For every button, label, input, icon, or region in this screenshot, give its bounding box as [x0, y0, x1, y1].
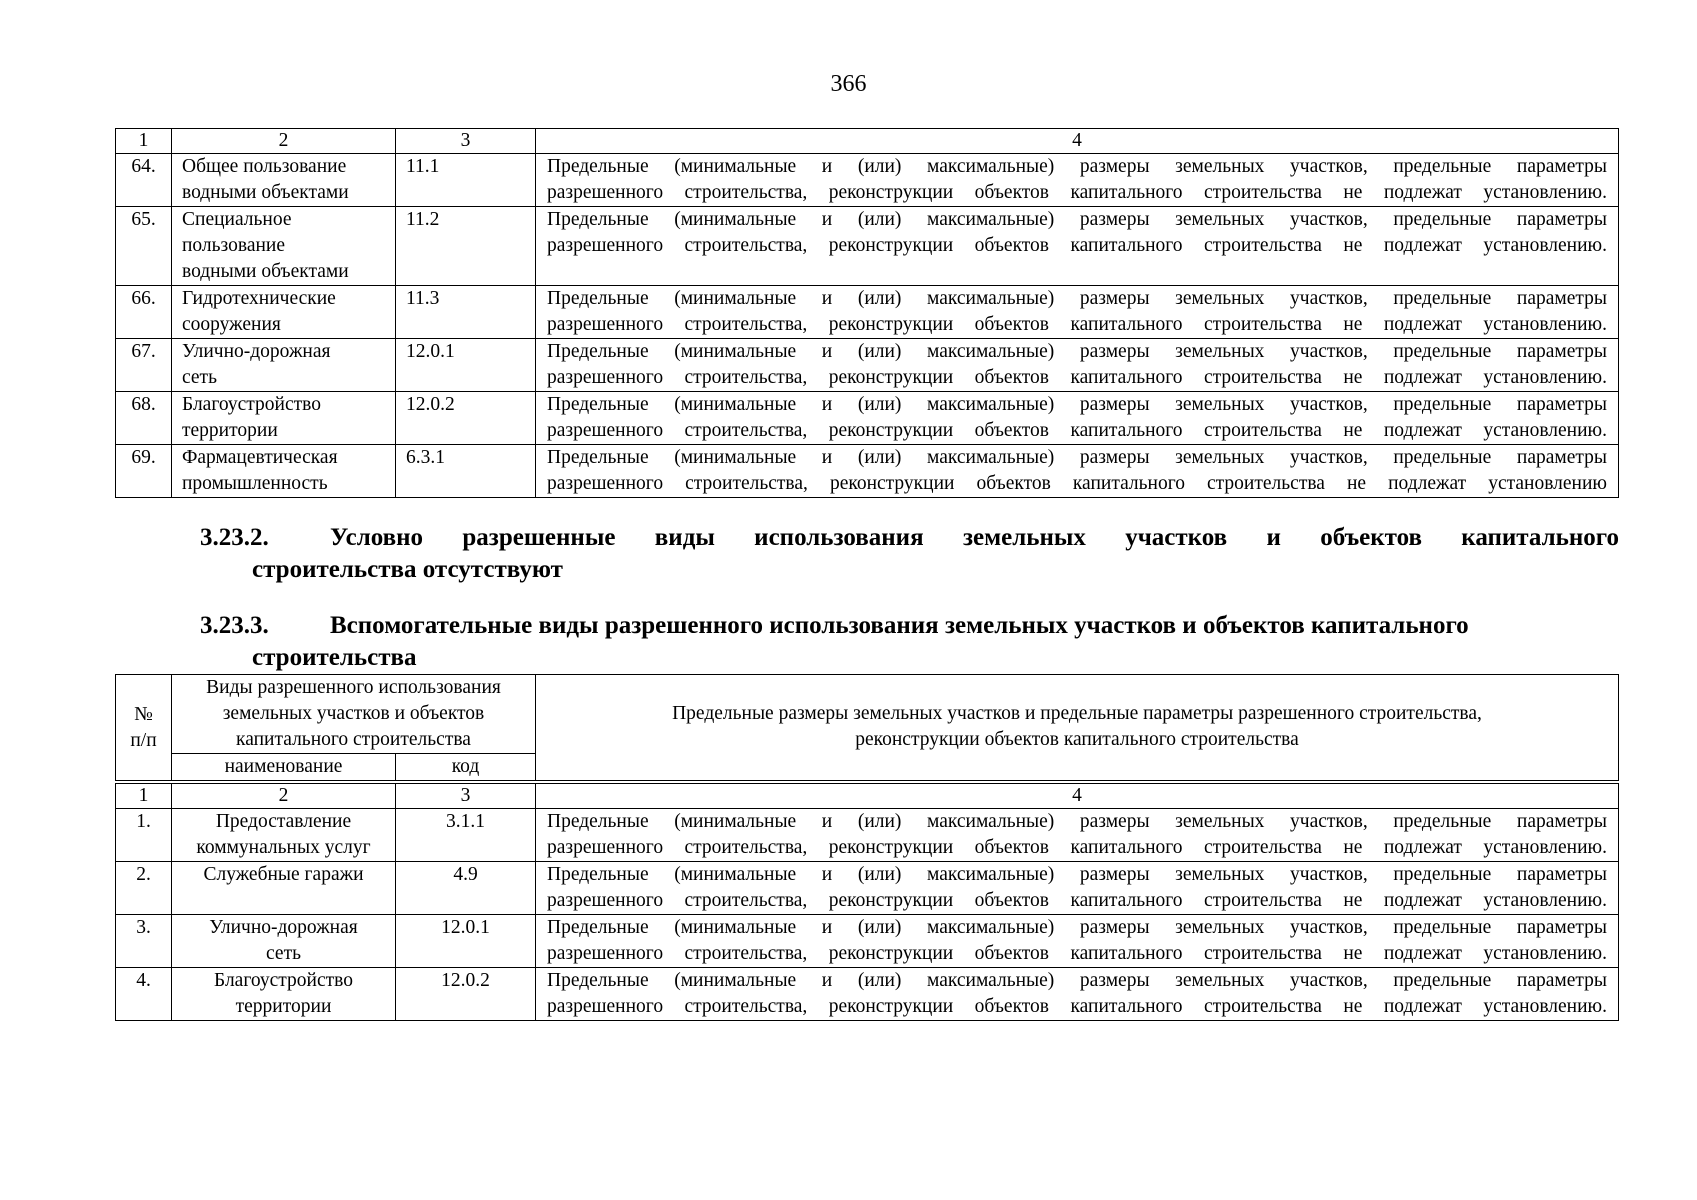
limits-text — [536, 154, 1619, 207]
limits-text-line: Предельные (минимальные и (или) максимальные) размеры земельных участков, предельные параметры — [547, 917, 1607, 938]
limits-text-line: разрешенного строительства, реконструкции объектов капитального строительства не подлежат установлению. — [547, 943, 1607, 964]
table-permitted-uses-continued — [115, 128, 1619, 498]
row-number: 3. — [116, 915, 172, 968]
use-name — [172, 207, 396, 286]
use-code: 12.0.2 — [396, 968, 536, 1021]
header-types-line1: Виды разрешенного использования — [206, 677, 501, 698]
limits-text-line: разрешенного строительства, реконструкции объектов капитального строительства не подлежат установлению. — [547, 367, 1607, 388]
limits-text — [536, 207, 1619, 286]
limits-text — [536, 286, 1619, 339]
use-name-line: Улично-дорожная — [182, 341, 331, 362]
use-name-line: территории — [235, 996, 332, 1017]
limits-text-line: Предельные (минимальные и (или) максимальные) размеры земельных участков, предельные параметры — [547, 864, 1607, 885]
limits-text-line: Предельные (минимальные и (или) максимальные) размеры земельных участков, предельные параметры — [547, 156, 1607, 177]
use-name-line: сооружения — [182, 314, 281, 335]
limits-text — [536, 862, 1619, 915]
column-number: 4 — [536, 782, 1619, 809]
limits-text-line: Предельные (минимальные и (или) максимальные) размеры земельных участков, предельные параметры — [547, 341, 1607, 362]
use-name-line: Гидротехнические — [182, 288, 336, 309]
table-row — [116, 392, 1619, 445]
column-number: 3 — [396, 129, 536, 154]
limits-text — [536, 915, 1619, 968]
header-name: наименование — [172, 754, 396, 783]
table-row — [116, 286, 1619, 339]
limits-text-line: Предельные (минимальные и (или) максимальные) размеры земельных участков, предельные параметры — [547, 970, 1607, 991]
table-row — [116, 809, 1619, 862]
use-name — [172, 809, 396, 862]
header-types — [172, 675, 536, 754]
limits-text-line: разрешенного строительства, реконструкции объектов капитального строительства не подлежат установлению. — [547, 182, 1607, 203]
row-number: 64. — [116, 154, 172, 207]
section-title-line1: Условно разрешенные виды использования земельных участков и объектов капитального — [330, 524, 1619, 551]
use-name-line: водными объектами — [182, 261, 349, 282]
limits-text — [536, 445, 1619, 498]
limits-text — [536, 809, 1619, 862]
row-number: 65. — [116, 207, 172, 286]
table-row — [116, 445, 1619, 498]
header-types-line3: капитального строительства — [236, 729, 471, 750]
limits-text-line: Предельные (минимальные и (или) максимальные) размеры земельных участков, предельные параметры — [547, 288, 1607, 309]
limits-text-line: разрешенного строительства, реконструкции объектов капитального строительства не подлежат установлению — [547, 473, 1607, 494]
limits-text — [536, 392, 1619, 445]
column-number-row — [116, 129, 1619, 154]
header-no-line2: п/п — [130, 729, 157, 751]
column-number-row — [116, 782, 1619, 809]
column-number: 2 — [172, 129, 396, 154]
section-heading-3-23-3 — [200, 610, 1619, 674]
section-title-line1: Вспомогательные виды разрешенного использования земельных участков и объектов капитального — [330, 612, 1469, 639]
table-row — [116, 862, 1619, 915]
use-name — [172, 339, 396, 392]
use-code: 12.0.1 — [396, 915, 536, 968]
use-name — [172, 154, 396, 207]
use-name-line: сеть — [182, 367, 217, 388]
table-auxiliary-uses — [115, 674, 1619, 1021]
use-name-line: Благоустройство — [182, 394, 321, 415]
row-number: 67. — [116, 339, 172, 392]
header-limits-line1: Предельные размеры земельных участков и предельные параметры разрешенного строительства, — [672, 703, 1482, 724]
use-name-line: водными объектами — [182, 182, 349, 203]
table-row — [116, 915, 1619, 968]
row-number: 2. — [116, 862, 172, 915]
table-row — [116, 207, 1619, 286]
use-name-line: Улично-дорожная — [209, 917, 358, 938]
limits-text-line: Предельные (минимальные и (или) максимальные) размеры земельных участков, предельные параметры — [547, 394, 1607, 415]
use-name-line: промышленность — [182, 473, 328, 494]
header-limits-line2: реконструкции объектов капитального строительства — [855, 729, 1299, 750]
header-no-line1: № — [134, 703, 153, 725]
table-row — [116, 339, 1619, 392]
column-number: 1 — [116, 129, 172, 154]
column-number: 3 — [396, 782, 536, 809]
column-number: 4 — [536, 129, 1619, 154]
limits-text — [536, 339, 1619, 392]
page-number: 366 — [830, 71, 867, 97]
use-code: 4.9 — [396, 862, 536, 915]
use-name-line: Фармацевтическая — [182, 447, 338, 468]
use-name-line: территории — [182, 420, 278, 441]
row-number: 66. — [116, 286, 172, 339]
use-name — [172, 915, 396, 968]
use-code: 6.3.1 — [396, 445, 536, 498]
limits-text-line: разрешенного строительства, реконструкции объектов капитального строительства не подлежат установлению. — [547, 890, 1607, 911]
section-number: 3.23.2. — [200, 524, 269, 551]
limits-text-line: разрешенного строительства, реконструкции объектов капитального строительства не подлежат установлению. — [547, 314, 1607, 335]
column-number: 1 — [116, 782, 172, 809]
limits-text-line: разрешенного строительства, реконструкции объектов капитального строительства не подлежат установлению. — [547, 837, 1607, 858]
row-number: 68. — [116, 392, 172, 445]
use-code: 12.0.2 — [396, 392, 536, 445]
use-name-line: Предоставление — [215, 811, 352, 832]
table-row — [116, 968, 1619, 1021]
use-name — [172, 968, 396, 1021]
header-code: код — [396, 754, 536, 783]
use-name-line: Благоустройство — [214, 970, 353, 991]
use-code: 3.1.1 — [396, 809, 536, 862]
section-title-line2: строительства — [252, 644, 417, 671]
table-header-row — [116, 675, 1619, 754]
header-no — [116, 675, 172, 783]
row-number: 69. — [116, 445, 172, 498]
use-name — [172, 392, 396, 445]
use-code: 11.3 — [396, 286, 536, 339]
row-number: 1. — [116, 809, 172, 862]
use-name-line: пользование — [182, 235, 286, 256]
use-code: 11.2 — [396, 207, 536, 286]
limits-text-line: Предельные (минимальные и (или) максимальные) размеры земельных участков, предельные параметры — [547, 447, 1607, 468]
use-name-line: коммунальных услуг — [196, 837, 371, 858]
use-code: 11.1 — [396, 154, 536, 207]
section-number: 3.23.3. — [200, 612, 269, 639]
use-name-line: Общее пользование — [182, 156, 347, 177]
header-types-line2: земельных участков и объектов — [222, 703, 485, 724]
limits-text-line: разрешенного строительства, реконструкции объектов капитального строительства не подлежат установлению. — [547, 235, 1607, 256]
section-heading-3-23-2 — [200, 522, 1619, 586]
section-title-line2: строительства отсутствуют — [252, 556, 563, 583]
use-name-line: сеть — [266, 943, 301, 964]
use-name-line: Служебные гаражи — [203, 864, 364, 885]
use-name — [172, 286, 396, 339]
limits-text-line: Предельные (минимальные и (или) максимальные) размеры земельных участков, предельные параметры — [547, 209, 1607, 230]
limits-text-line: разрешенного строительства, реконструкции объектов капитального строительства не подлежат установлению. — [547, 996, 1607, 1017]
use-name-line: Специальное — [182, 209, 292, 230]
use-name — [172, 862, 396, 915]
header-limits — [536, 675, 1619, 783]
use-code: 12.0.1 — [396, 339, 536, 392]
row-number: 4. — [116, 968, 172, 1021]
limits-text — [536, 968, 1619, 1021]
use-name — [172, 445, 396, 498]
table-row — [116, 154, 1619, 207]
column-number: 2 — [172, 782, 396, 809]
limits-text-line: разрешенного строительства, реконструкции объектов капитального строительства не подлежат установлению. — [547, 420, 1607, 441]
limits-text-line: Предельные (минимальные и (или) максимальные) размеры земельных участков, предельные параметры — [547, 811, 1607, 832]
